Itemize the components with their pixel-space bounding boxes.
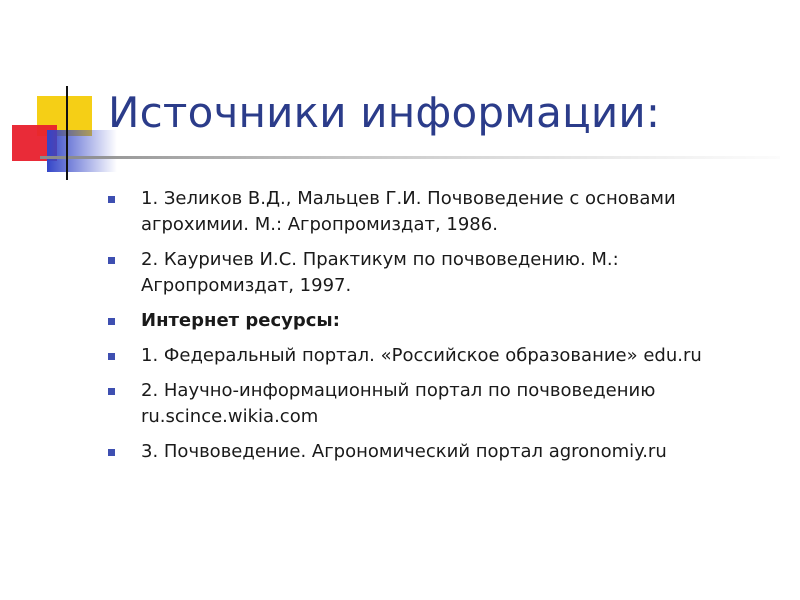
- list-item: [108, 186, 768, 238]
- list-item: [108, 378, 768, 430]
- slide-title: Источники информации:: [108, 88, 661, 137]
- list-item: [108, 343, 768, 369]
- deco-blue-square: [47, 130, 117, 172]
- list-item-text: 1. Федеральный портал. «Российское образование» edu.ru: [141, 345, 702, 366]
- list-item-text: 1. Зеликов В.Д., Мальцев Г.И. Почвоведение с основами агрохимии. М.: Агропромиздат, 1986.: [141, 188, 676, 235]
- list-item: [108, 439, 768, 465]
- list-item-text: Интернет ресурсы:: [141, 310, 340, 331]
- list-item-text: 3. Почвоведение. Агрономический портал agronomiy.ru: [141, 441, 667, 462]
- square-bullet-icon: [108, 257, 115, 264]
- square-bullet-icon: [108, 388, 115, 395]
- list-item-text: 2. Кауричев И.С. Практикум по почвоведению. М.: Агропромиздат, 1997.: [141, 249, 619, 296]
- deco-vertical-line: [66, 86, 68, 180]
- source-list: [108, 186, 768, 474]
- square-bullet-icon: [108, 449, 115, 456]
- deco-horizontal-rule: [40, 156, 780, 159]
- square-bullet-icon: [108, 353, 115, 360]
- list-item-text: 2. Научно-информационный портал по почвоведению ru.scince.wikia.com: [141, 380, 656, 427]
- list-item: [108, 247, 768, 299]
- square-bullet-icon: [108, 318, 115, 325]
- square-bullet-icon: [108, 196, 115, 203]
- list-item-heading: [108, 308, 768, 334]
